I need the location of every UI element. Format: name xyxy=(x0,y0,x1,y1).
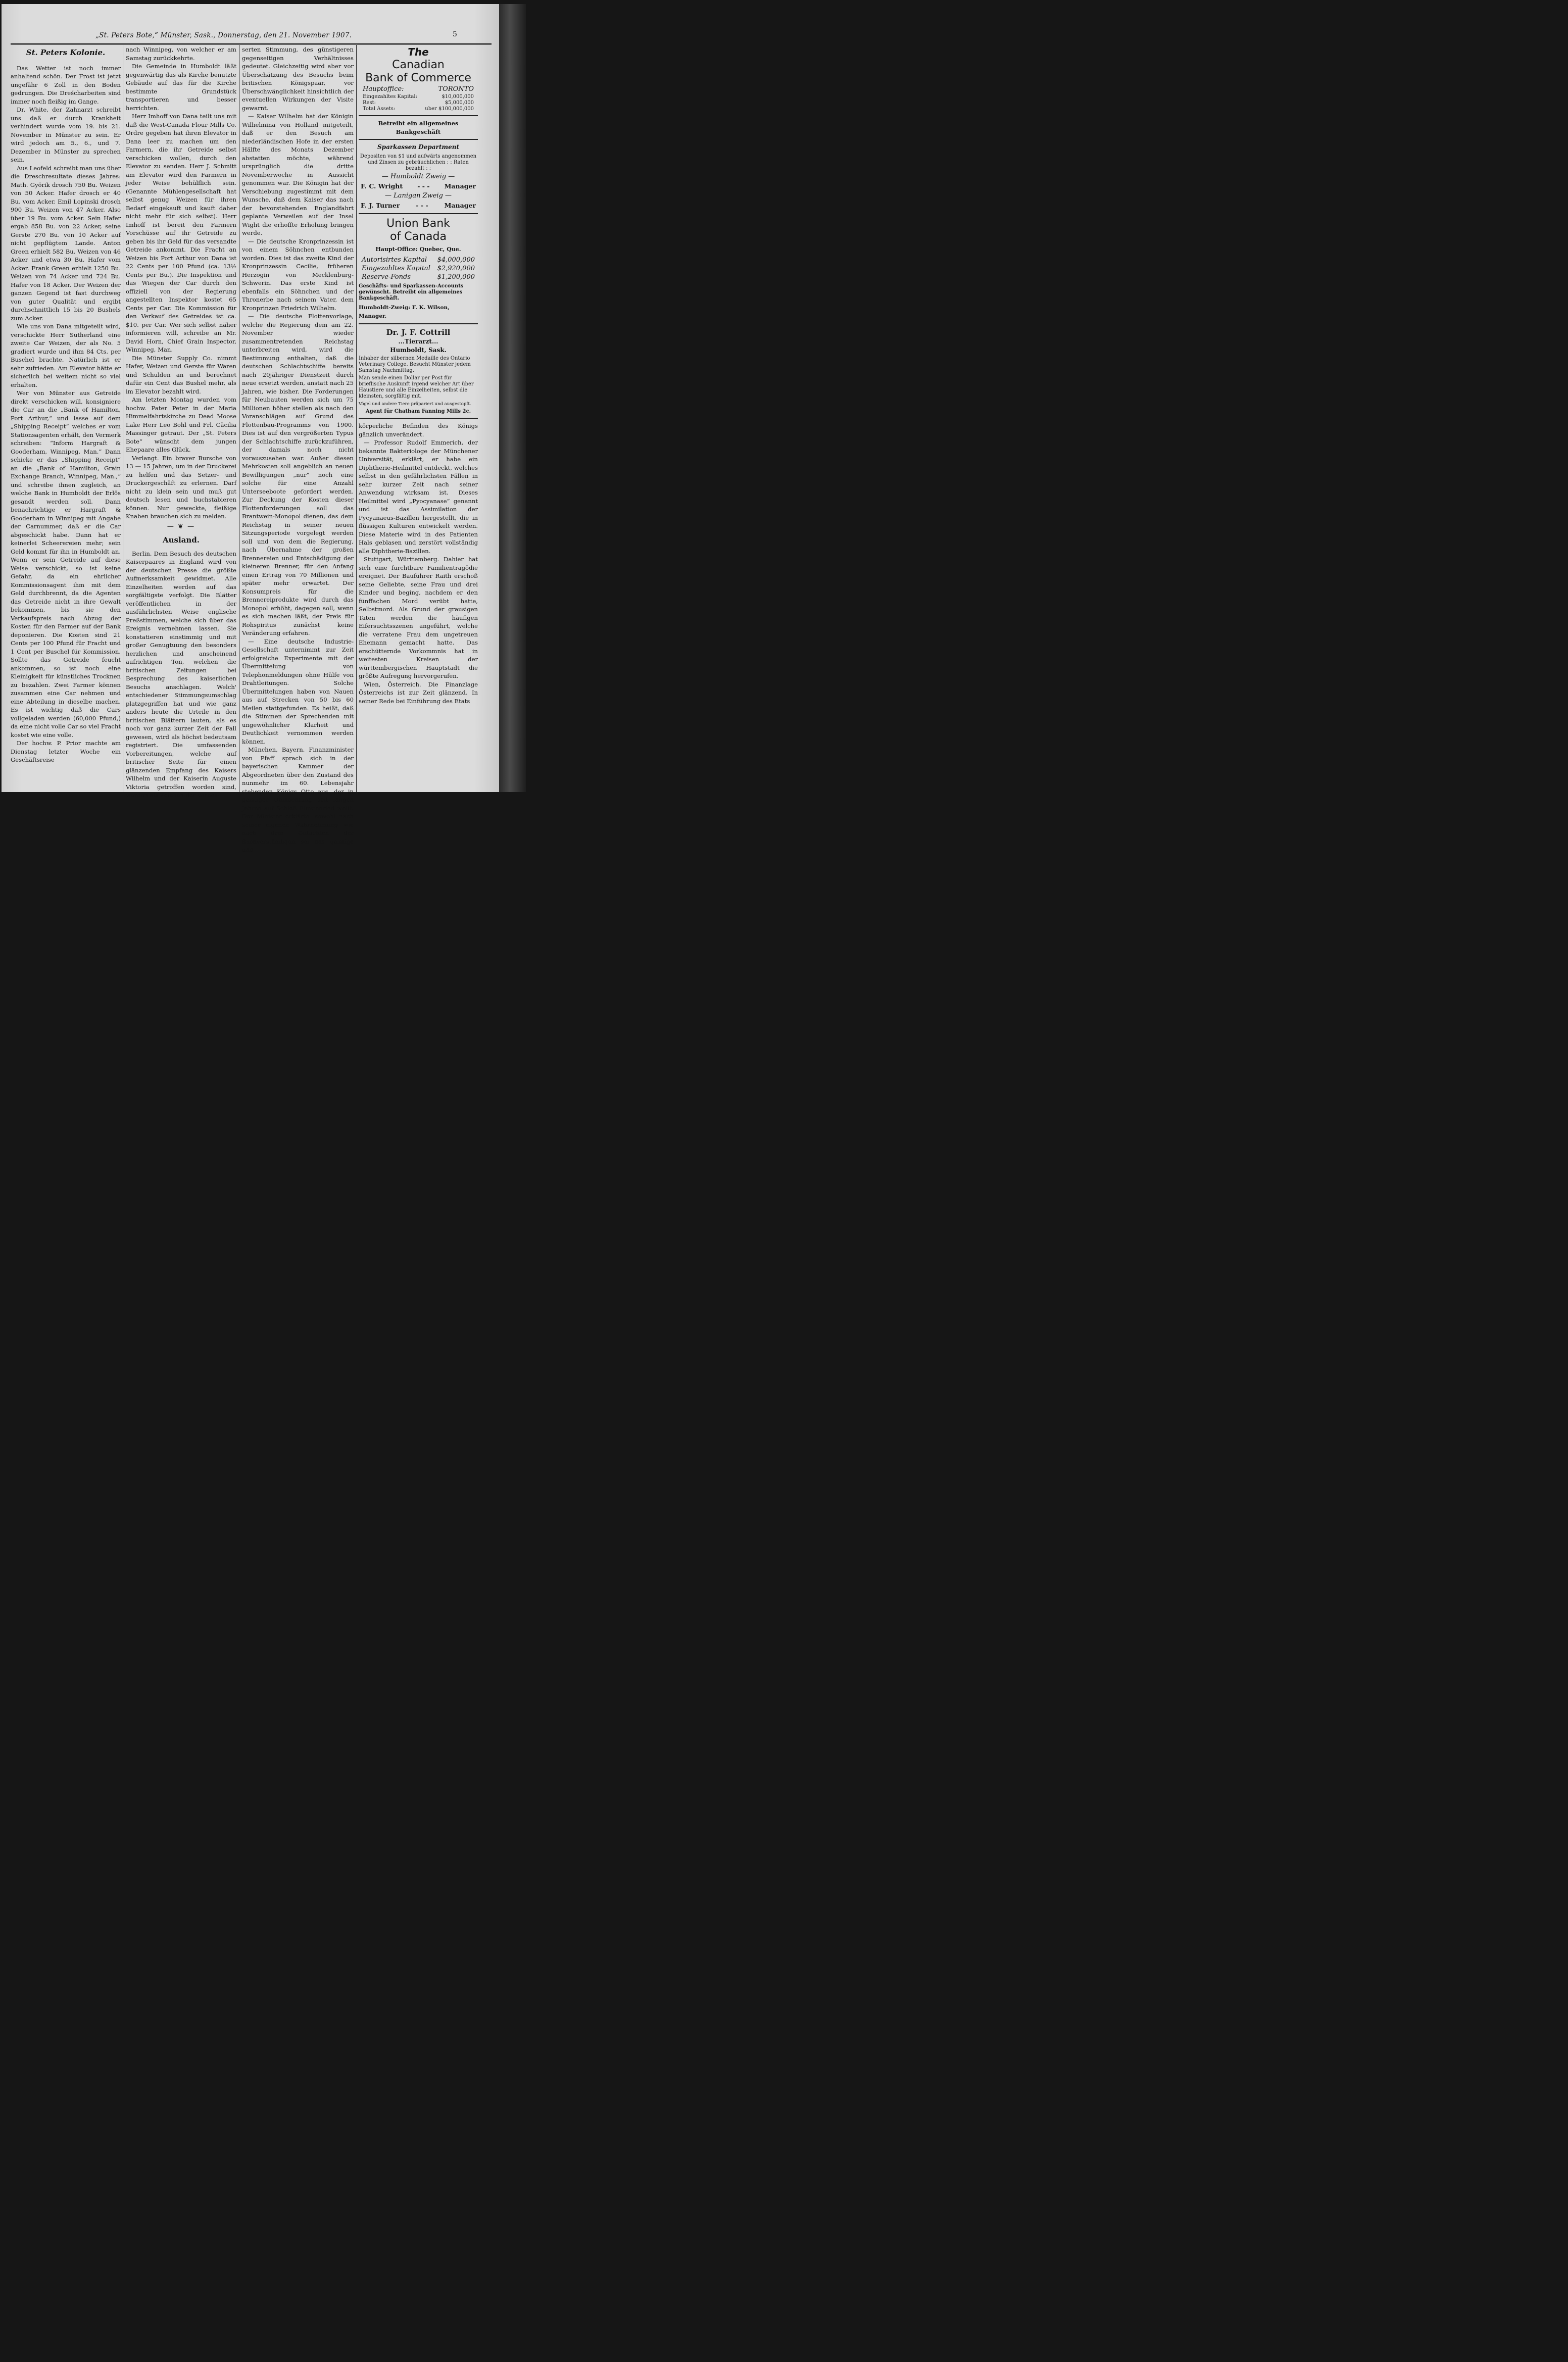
column-4 xyxy=(359,45,478,791)
article-paragraph: Die Gemeinde in Humboldt läßt gegenwärtig das als Kirche benutzte Gebäude auf das für die Kirche bestimmte Grundstück transportieren und besser herrichten. xyxy=(126,63,236,112)
ad-head-office: Haupt-Office: Quebec, Que. xyxy=(375,245,461,253)
column-4-articles xyxy=(359,422,478,705)
article-paragraph: Stuttgart, Württemberg. Dahier hat sich eine furchtbare Familientragödie ereignet. Der Bauführer Raith erschoß seine Geliebte, seine Frau und drei Kinder und beging, nachdem er den fünffachen Mord verübt hatte, Selbstmord. Als Grund der grausigen Taten werden die häufigen Eifersuchtsszenen angeführt, welche die verratene Frau dem ungetreuen Ehemann gemacht hatte. Das erschütternde Vorkommnis hat in weitesten Kreisen der württembergischen Hauptstadt die größte Aufregung hervorgerufen. xyxy=(359,556,478,679)
article-paragraph: körperliche Befinden des Königs gänzlich unverändert. xyxy=(359,422,478,438)
ad-title-line1: Canadian xyxy=(392,59,445,71)
ad-location: Humboldt, Sask. xyxy=(390,346,447,354)
ad-divider xyxy=(359,139,478,140)
column-3 xyxy=(242,45,354,853)
article-paragraph: — Die deutsche Kronprinzessin ist von einem Söhnchen entbunden worden. Dies ist das zweite Kind der Kronprinzessin Cecilie, früheren Herzogin von Mecklenburg-Schwerin. Das erste Kind ist ebenfalls ein Söhnchen und der Thronerbe nach seinem Vater, dem Kronprinzen Friedrich Wilhelm. xyxy=(242,237,354,312)
article-paragraph: Berlin. Dem Besuch des deutschen Kaiserpaares in England wird von der deutschen Presse die größte Aufmerksamkeit gewidmet. Alle Einzelheiten werden auf das sorgfältigste verfolgt. Die Blätter veröffentlichen in der ausführlichsten Weise englische Preßstimmen, welche sich über das Ereignis vernehmen lassen. Sie konstatieren einstimmig und mit großer Genugtuung den besonders herzlichen und anscheinend aufrichtigen Ton, welchen die britischen Zeitungen bei Besprechung des kaiserlichen Besuchs anschlagen. Welch' entschiedener Stimmungsumschlag platzgegriffen hat und wie ganz anders heute die Urteile in den britischen Blättern lauten, als es noch vor ganz kurzer Zeit der Fall gewesen, wird als höchst bedeutsam registriert. Die umfassenden Vorbereitungen, welche auf britischer Seite für einen glänzenden Empfang des Kaisers Wilhelm und der Kaiserin Auguste Viktoria getroffen worden sind, werden als Zeichen der verbes- xyxy=(126,550,236,799)
article-paragraph: — Kaiser Wilhelm hat der Königin Wilhelmina von Holland mitgeteilt, daß er den Besuch am niederländischen Hofe in der ersten Hälfte des Monats Dezember abstatten möchte, während ursprünglich die dritte Novemberwoche in Aussicht genommen war. Die Königin hat der Verschiebung zugestimmt mit dem Wunsche, daß dem Kaiser das nach der bevorstehenden Englandfahrt geplante Verweilen auf der Insel Wight die erhoffte Erholung bringen werde. xyxy=(242,113,354,236)
ornament-divider: — ❦ — xyxy=(167,522,195,530)
ad-divider xyxy=(359,323,478,324)
ad-union-branch: Humboldt-Zweig: F. K. Wilson, Manager. xyxy=(359,305,450,319)
ad-divider xyxy=(359,213,478,214)
article-paragraph: Das Wetter ist noch immer anhaltend schön. Der Frost ist jetzt ungefähr 6 Zoll in den Boden gedrungen. Die Dreścharbeiten sind immer noch fleißig im Gange. xyxy=(11,64,121,105)
ad-branch-lanigan: — Lanigan Zweig — xyxy=(384,191,452,200)
union-bank-ad xyxy=(359,217,478,321)
article-paragraph: — Professor Rudolf Emmerich, der bekannte Bakteriologe der Münchener Universität, erklärt, er habe ein Diphtherie-Heilmittel entdeckt, welches selbst in den gefährlichsten Fällen in sehr kurzer Zeit nach seiner Anwendung wirksam ist. Dieses Heilmittel wird „Pyocyanase“ genannt und ist das Assimilation der Pycyanaeus-Bazillen hergestellt, die in flüssigen Kulturen entwickelt werden. Diese Materie wird in des Patienten Hals geblasen und zerstört vollständig alle Diphtherie-Bazillen. xyxy=(359,439,478,555)
article-paragraph: — Die deutsche Flottenvorlage, welche die Regierung dem am 22. November wieder zusammentretenden Reichstag unterbreiten wird, wird die Bestimmung enthalten, daß die deutschen Schlachtschiffe bereits nach 20jähriger Dienstzeit durch neue ersetzt werden, anstatt nach 25 Jahren, wie bisher. Die Forderungen für Neubauten werden sich um 75 Millionen höher stellen als nach den Voranschlägen auf Grund des Flottenbau-Programms von 1900. Dies ist auf den vergrößerten Typus der Schlachtschiffe zurückzuführen, der damals noch nicht vorauszusehen war. Außer diesen Mehrkosten soll angeblich an neuen Bewilligungen „nur“ noch eine solche für eine Anzahl Unterseeboote gefordert werden. Zur Deckung der Kosten dieser Flottenforderungen soll das Brantwein-Monopol dienen, das dem Reichstag in seiner neuen Sitzungsperiode vorgelegt werden soll und von dem die Regierung, nach Übernahme der großen Brennereien und Entschädigung der kleineren Brenner, für den Anfang einen Ertrag von 70 Millionen und später mehr erwartet. Der Konsumpreis für die Brennereiprodukte wird durch das Monopol erhöht, dagegen soll, wenn es sich machen läßt, der Preis für Rohspiritus zunächst keine Veränderung erfahren. xyxy=(242,313,354,636)
ad-head-office: Hauptoffice: TORONTO xyxy=(363,85,474,93)
ad-capital-row: Reserve-Fonds $1,200,000 xyxy=(362,273,475,281)
cottrill-ad xyxy=(359,327,478,415)
ad-title-line1: Union Bank xyxy=(386,217,450,230)
article-paragraph: Herr Imhoff von Dana teilt uns mit daß die West-Canada Flour Mills Co. Ordre gegeben hat ihren Elevator in Dana leer zu machen um den Farmern, die ihr Getreide selbst verschicken wollen, durch den Elevator zu senden. Herr J. Schmitt am Elevator wird den Farmern in jeder Weise behülflich sein. (Genannte Mühlengesellschaft hat selbst genug Weizen für ihren Bedarf eingekauft und kauft daher nicht mehr für sich selbst). Herr Imhoff ist bereit den Farmern Vorschüsse auf ihr Getreide zu geben bis ihr Geld für das versandte Getreide ankommt. Die Fracht an Weizen bis Port Arthur von Dana ist 22 Cents per 100 Pfund (ca. 13½ Cents per Bu.). Die Inspektion und das Wiegen der Car durch den offiziell von der Regierung angestellten Inspektor kostet 65 Cents per Car. Die Kommission für den Verkauf des Getreides ist ca. $10. per Car. Wer sich selbst näher informieren will, schreibe an Mr. David Horn, Chief Grain Inspector, Winnipeg, Man. xyxy=(126,113,236,353)
article-paragraph: Aus Leofeld schreibt man uns über die Dreschresultate dieses Jahres: Math. Györik drosch 750 Bu. Weizen von 50 Acker. Hafer drosch er 40 Bu. vom Acker. Emil Lopinski drosch 900 Bu. Weizen von 47 Acker. Also über 19 Bu. vom Acker. Sein Hafer ergab 858 Bu. von 22 Acker, seine Gerste 270 Bu. von 10 Acker auf nicht gepflügtem Lande. Anton Green erhielt 582 Bu. Weizen von 46 Acker und etwa 30 Bu. Hafer vom Acker. Frank Green erhielt 1250 Bu. Weizen von 74 Acker und 724 Bu. Hafer von 18 Acker. Der Weizen der ganzen Gegend ist fast durchweg von guter Qualität und ergibt durchschnittlich 15 bis 20 Bushels zum Acker. xyxy=(11,164,121,322)
ad-title-line2: Bank of Commerce xyxy=(365,72,471,84)
ad-profession: ...Tierarzt... xyxy=(398,338,438,345)
ad-savings-text: Depositen von $1 und aufwärts angenommen und Zinsen zu gebräuchlichen : : Raten bezahlt : : xyxy=(360,153,477,171)
page-number: 5 xyxy=(453,30,457,38)
column-2 xyxy=(126,45,236,799)
article-paragraph: Die Münster Supply Co. nimmt Hafer, Weizen und Gerste für Waren und Schulden an und berechnet dafür ein Cent das Bushel mehr, als im Elevator bezahlt wird. xyxy=(126,354,236,395)
section-title: Ausland. xyxy=(162,535,200,545)
ad-text: Inhaber der silbernen Medaille des Ontario Veterinary College. Besucht Münster jedem Samstag Nachmittag. xyxy=(359,356,471,373)
header-rule xyxy=(11,43,492,45)
ad-divider xyxy=(359,115,478,116)
article-paragraph: — Eine deutsche Industrie-Gesellschaft unternimmt zur Zeit erfolgreiche Experimente mit der Übermittelung von Telephonmeldungen ohne Hülfe von Drahtleitungen. Solche Übermittelungen haben von Nauen aus auf Strecken von 50 bis 60 Meilen stattgefunden. Es heißt, daß die Stimmen der Sprechenden mit ungewöhnlicher Klarheit und Deutlichkeit vernommen werden können. xyxy=(242,637,354,745)
column-1 xyxy=(11,45,121,791)
article-paragraph: serten Stimmung, des günstigeren gegenseitigen Verhältnisses gedeutet. Gleichzeitig wird aber vor Überschätzung des Besuchs beim britischen Königspaar, vor Überschwänglichkeit hinsichtlich der eventuellen Wirkungen der Visite gewarnt. xyxy=(242,46,354,112)
ad-title-line2: of Canada xyxy=(390,230,447,243)
ad-capital-row: Rest: $5,000,000 xyxy=(363,100,474,106)
page-header xyxy=(2,30,499,42)
article-paragraph: Der hochw. P. Prior machte am Dienstag letzter Woche ein Geschäftsreise xyxy=(11,740,121,763)
ad-branch-humboldt: — Humboldt Zweig — xyxy=(381,172,455,180)
article-paragraph: Wien, Österreich. Die Finanzlage Österreichs ist zur Zeit glänzend. In seiner Rede bei Einführung des Etats xyxy=(359,680,478,705)
article-paragraph: München, Bayern. Finanzminister von Pfaff sprach sich in der bayerischen Kammer der Abgeordneten über den Zustand des nunmehr im 60. Lebensjahr stehenden Königs Otto aus, der in geistiger Umnachtung seit langen Jahren auf Schloß Fürstenried weilt. Der Minister erklärte, sowohl nach seiner eigenen Wahrnehmung wie nach dem Gutachten der Sachverständigen sei das geistige und xyxy=(242,746,354,853)
article-paragraph: Wer von Münster aus Getreide direkt verschicken will, konsigniere die Car an die „Bank of Hamilton, Port Arthur,“ und lasse auf dem „Shipping Receipt“ welches er vom Stationsagenten erhält, den Vermerk schreiben: “Inform Hargraft & Gooderham, Winnipeg, Man.” Dann schicke er das „Shipping Receipt“ an die „Bank of Hamilton, Grain Exchange Branch, Winnipeg, Man.,“ und schreibe ihnen zugleich, an welche Bank in Humboldt der Erlös gesandt werden soll. Dann benachrichtige er Hargraft & Gooderham in Winnipeg mit Angabe der Carnummer, daß er die Car abgeschickt habe. Dann hat er keinerlei Scheerereien mehr; sein Geld kommt für ihn in Humboldt an. Wenn er sein Getreide auf diese Weise verschickt, so ist keine Gefahr, da ein ehrlicher Kommissionsagent ihm mit dem Geld durchbrennt, da die Agenten das Getreide nicht in ihre Gewalt bekommen, bis sie den Verkaufspreis nach Abzug der Kosten für den Farmer auf der Bank deponieren. Die Kosten sind 21 Cents per 100 Pfund für Fracht und 1 Cent per Buschel für Kommission. Sollte das Getreide feucht ankommen, so ist noch eine Kleinigkeit für künstliches Trocknen zu bezahlen. Zwei Farmer können zusammen eine Car nehmen und eine Abteilung in dieselbe machen. Es ist wichtig daß die Cars vollgeladen werden (60,000 Pfund,) da eine nicht volle Car so viel Fracht kostet wie eine volle. xyxy=(11,389,121,739)
ad-manager-row: F. C. Wright - - - Manager xyxy=(361,182,476,190)
section-title: St. Peters Kolonie. xyxy=(26,48,106,57)
ad-divider xyxy=(359,418,478,419)
masthead-line: „St. Peters Bote,“ Münster, Sask., Donnerstag, den 21. November 1907. xyxy=(95,31,352,39)
ad-name: Dr. J. F. Cottrill xyxy=(386,328,451,337)
ad-text: Agent für Chatham Fanning Mills 2c. xyxy=(365,409,471,414)
ad-capital-row: Autorisirtes Kapital $4,000,000 xyxy=(362,256,475,264)
ad-text: Man sende einen Dollar per Post für brieflische Auskunft irgend welcher Art über Haustiere und alle Einzelheiten, selbst die kleinsten, sorgfältig mit. xyxy=(359,375,474,399)
ad-manager-row: F. J. Turner - - - Manager xyxy=(361,201,476,209)
ad-business-line: Betreibt ein allgemeines Bankgeschäft xyxy=(378,120,459,135)
ad-union-text: Geschäfts- und Sparkassen-Accounts gewünscht. Betreibt ein allgemeines Bankgeschäft. xyxy=(359,283,464,301)
article-paragraph: Wie uns von Dana mitgeteilt wird, verschickte Herr Sutherland eine zweite Car Weizen, der als No. 5 gradiert wurde und ihm 84 Cts. per Buschel brachte. Natürlich ist er sehr zufrieden. Am Elevator hätte er sicherlich bei weitem nicht so viel erhalten. xyxy=(11,323,121,388)
article-paragraph: Am letzten Montag wurden vom hochw. Pater Peter in der Maria Himmelfahrtskirche zu Dead Moose Lake Herr Leo Bohl und Frl. Cäcilia Massinger getraut. Der „St. Peters Bote“ wünscht dem jungen Ehepaare alles Glück. xyxy=(126,396,236,453)
ad-text: Vögel und andere Tiere präpariert und ausgestopft. xyxy=(359,402,471,407)
ad-savings-title: Sparkassen Department xyxy=(377,143,459,151)
article-paragraph: Verlangt. Ein braver Bursche von 13 — 15 Jahren, um in der Druckerei zu helfen und das Setzer- und Druckergeschäft zu erlernen. Darf nicht zu klein sein und muß gut deutsch lesen und buchstabieren können. Nur geweckte, fleißige Knaben brauchen sich zu melden. xyxy=(126,454,236,520)
bank-commerce-ad xyxy=(359,45,478,210)
ad-capital-row: Total Assets: uber $100,000,000 xyxy=(363,106,474,112)
ad-capital-row: Eingezahltes Kapital: $10,000,000 xyxy=(363,94,474,100)
newspaper-page xyxy=(2,4,526,853)
ad-the: The xyxy=(408,46,429,58)
paper-sheet xyxy=(2,4,499,853)
column-rule xyxy=(356,44,357,792)
article-paragraph: Dr. White, der Zahnarzt schreibt uns daß er durch Krankheit verhindert wurde vom 19. bis 21. November in Münster zu sein. Er wird jedoch am 5., 6., und 7. Dezember in Münster zu sprechen sein. xyxy=(11,106,121,163)
ad-capital-row: Eingezahltes Kapital $2,920,000 xyxy=(362,265,475,272)
book-binding xyxy=(499,4,526,792)
article-paragraph: nach Winnipeg, von welcher er am Samstag zurückkehrte. xyxy=(126,46,236,62)
